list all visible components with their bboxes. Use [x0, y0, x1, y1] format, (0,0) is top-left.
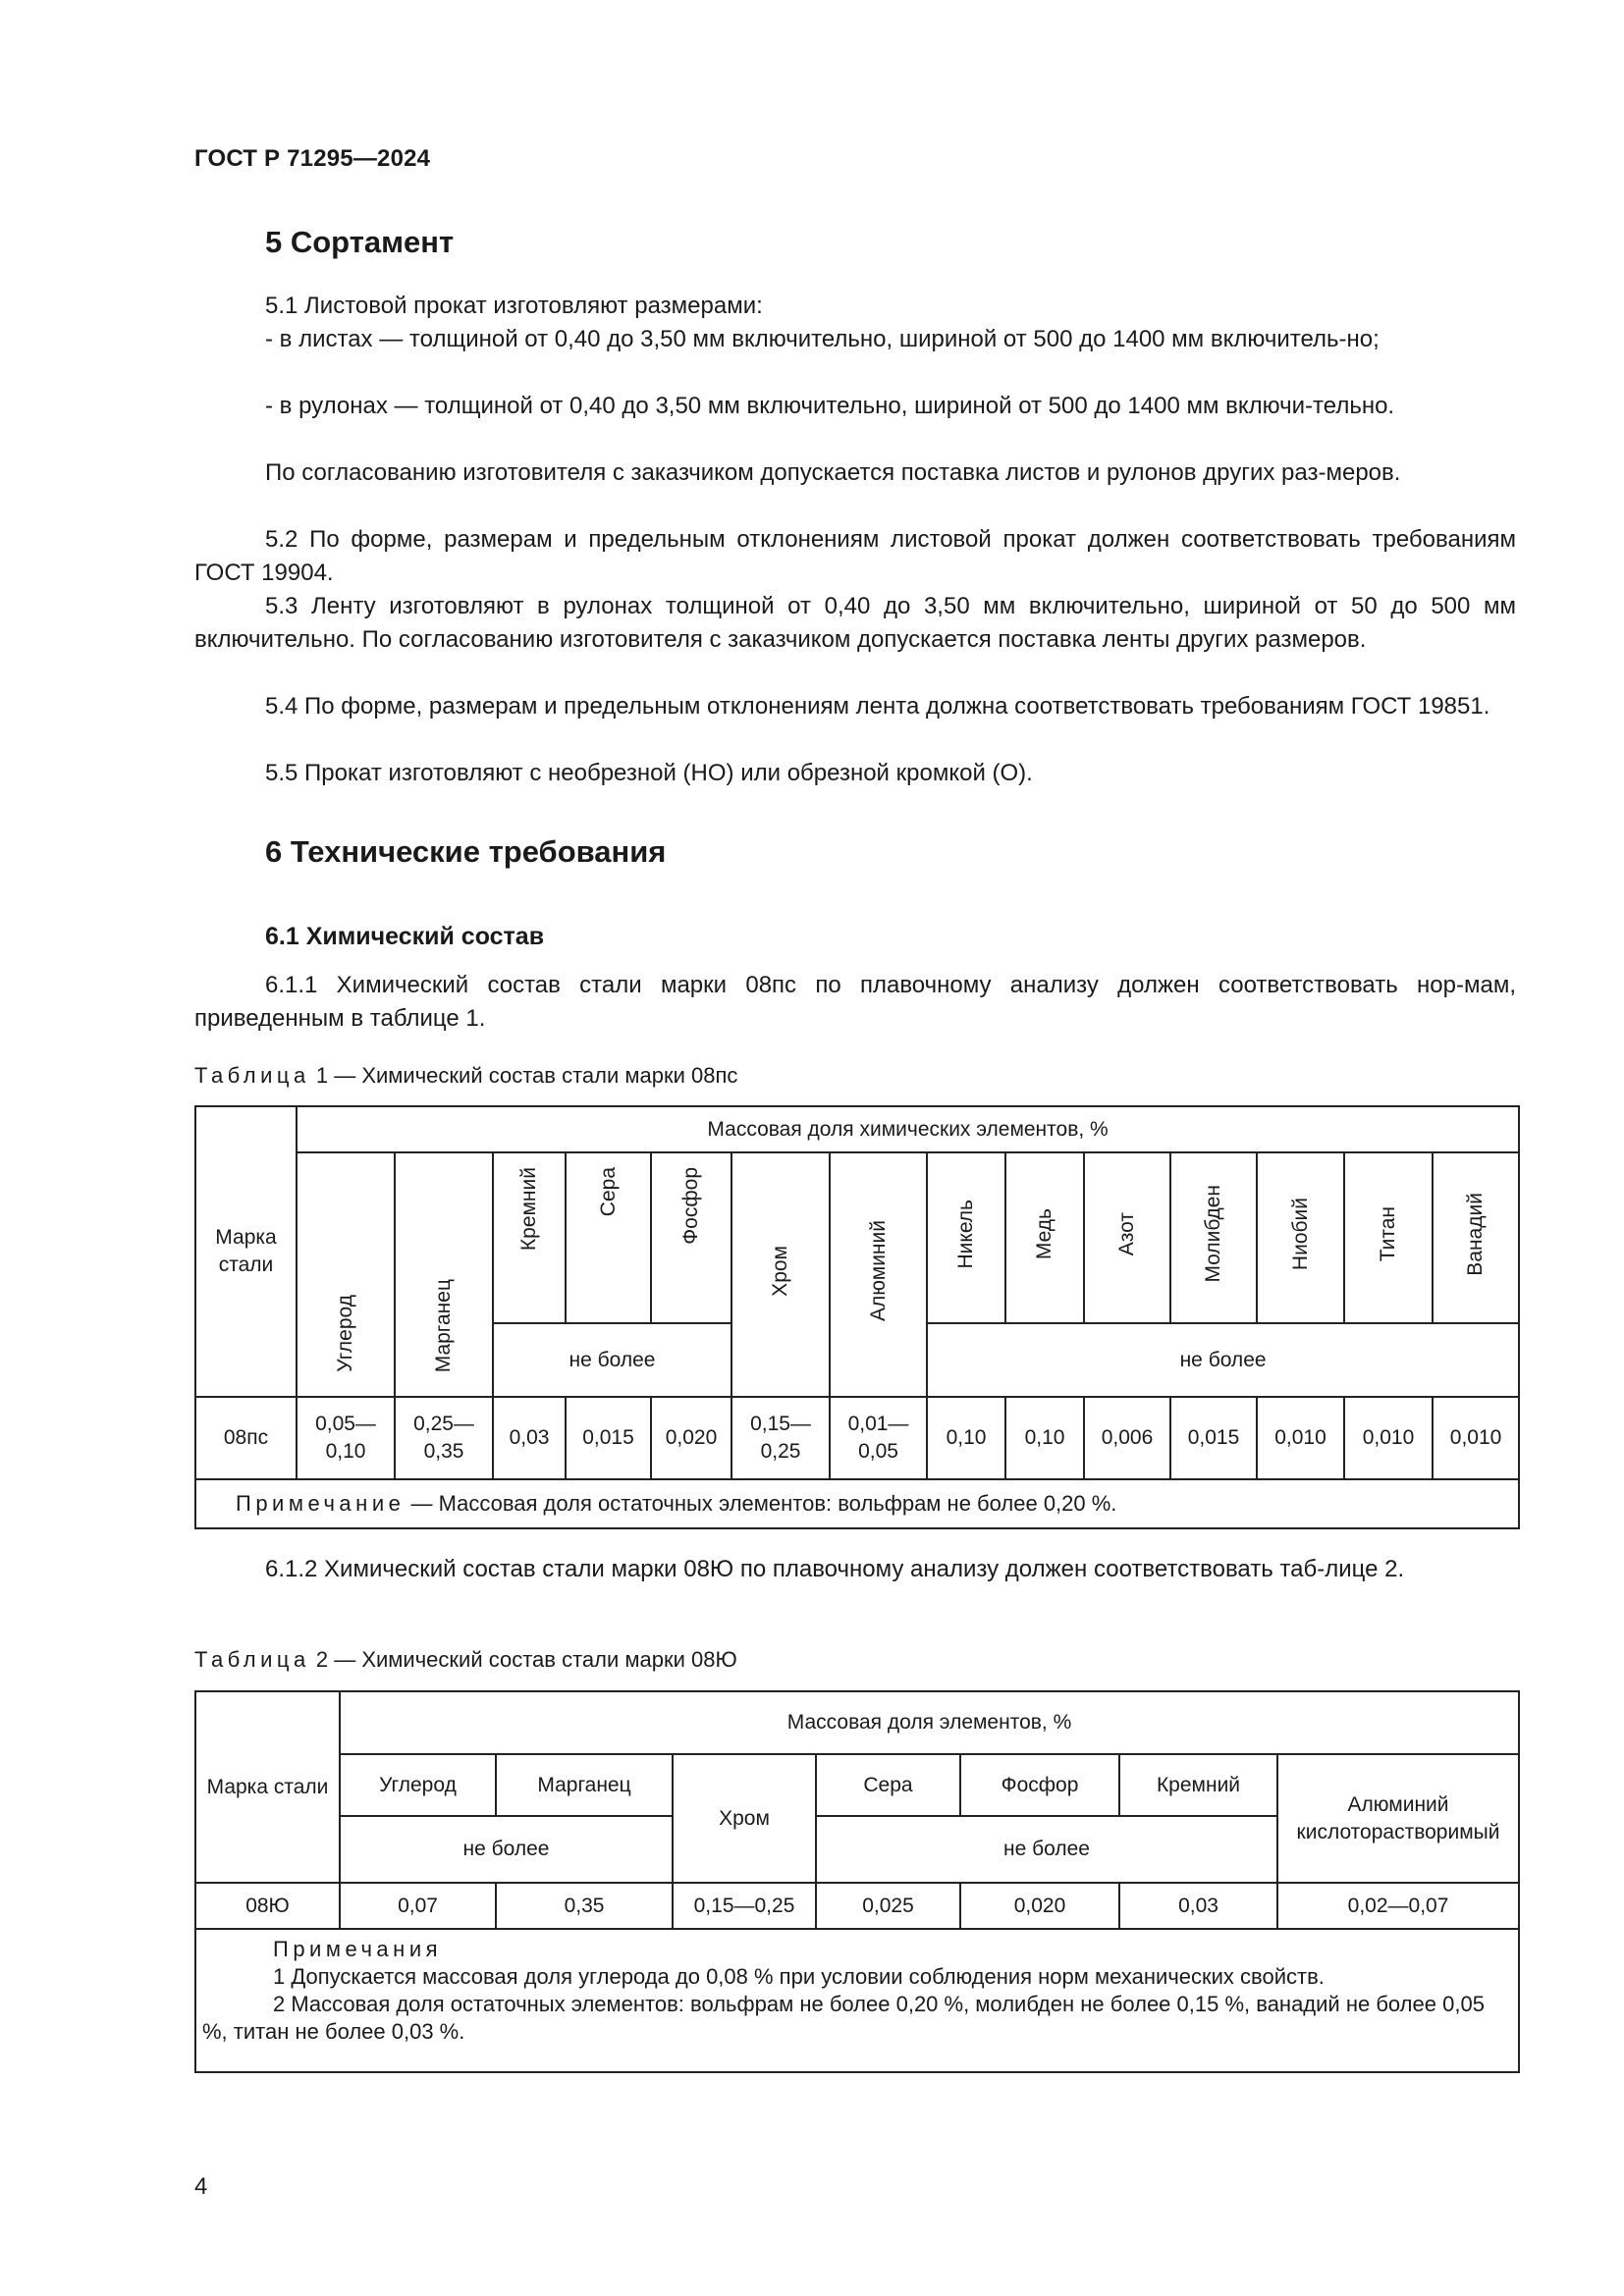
table-1-cell: 0,015	[1170, 1397, 1257, 1479]
table-1-col-niobium	[1257, 1152, 1344, 1323]
table-2-notes-title: Примечания	[273, 1937, 443, 1961]
table-2-nomore-a: не более	[340, 1816, 673, 1883]
table-1-cell: 0,010	[1344, 1397, 1433, 1479]
table-1-grade-header: Марка стали	[195, 1106, 297, 1397]
table-2-nomore-b: не более	[816, 1816, 1277, 1883]
table-2-col-carbon: Углерод	[340, 1754, 496, 1816]
table-1-col-nickel	[927, 1152, 1005, 1323]
table-2-cell: 0,03	[1119, 1883, 1277, 1929]
table-2-col-aluminium: Алюминий кислоторастворимый	[1277, 1754, 1519, 1883]
table-1-col-label: Кремний	[517, 1167, 540, 1252]
table-1-cell: 0,01—0,05	[830, 1397, 927, 1479]
table-1-cell: 0,020	[651, 1397, 731, 1479]
table-2-col-sulfur: Сера	[816, 1754, 960, 1816]
table-1-note-word: Примечание	[236, 1491, 406, 1516]
document-page	[194, 0, 1516, 2296]
table-2-col-manganese: Марганец	[496, 1754, 673, 1816]
table-2-grade-header: Марка стали	[195, 1691, 340, 1883]
table-1-col-vanadium	[1433, 1152, 1519, 1323]
paragraph-5-2: 5.2 По форме, размерам и предельным отклонениям листовой прокат должен соответствовать требованиям ГОСТ 19904.	[194, 526, 1516, 586]
table-1-cell: 0,03	[493, 1397, 566, 1479]
paragraph-5-1-sheets: - в листах — толщиной от 0,40 до 3,50 мм включительно, шириной от 500 до 1400 мм включитель-но;	[265, 326, 1380, 352]
table-1-col-nitrogen	[1084, 1152, 1170, 1323]
table-1-nomore-a: не более	[493, 1323, 731, 1397]
table-1-col-carbon	[297, 1152, 395, 1397]
table-1-col-titanium	[1344, 1152, 1433, 1323]
table-1-cell: 0,10	[1005, 1397, 1084, 1479]
table-1-caption-text: 1 — Химический состав стали марки 08пс	[309, 1063, 738, 1088]
table-1-col-label: Углерод	[334, 1295, 356, 1372]
table-1-col-label: Фосфор	[679, 1167, 702, 1245]
table-1-col-manganese	[395, 1152, 493, 1397]
table-1-col-label: Молибден	[1202, 1185, 1224, 1283]
table-2-group-header: Массовая доля элементов, %	[340, 1691, 1519, 1754]
table-1-col-label: Никель	[954, 1199, 977, 1269]
paragraph-5-4: 5.4 По форме, размерам и предельным отклонениям лента должна соответствовать требованиям ГОСТ 19851.	[265, 693, 1490, 720]
table-1-col-sulfur	[566, 1152, 651, 1323]
table-1-cell: 0,05—0,10	[297, 1397, 395, 1479]
page-number: 4	[194, 2173, 208, 2200]
table-1-cell: 0,006	[1084, 1397, 1170, 1479]
table-1-col-label: Ниобий	[1288, 1197, 1312, 1271]
table-2-cell-grade: 08Ю	[195, 1883, 340, 1929]
table-1-note	[195, 1479, 1519, 1528]
table-1-col-phosphorus	[651, 1152, 731, 1323]
table-1-cell: 0,015	[566, 1397, 651, 1479]
table-2-note-2: 2 Массовая доля остаточных элементов: вольфрам не более 0,20 %, молибден не более 0,15 %, ванадий не более 0,05 %, титан не более 0,03 %.	[202, 1992, 1485, 2044]
table-2-cell: 0,07	[340, 1883, 496, 1929]
table-2-col-silicon: Кремний	[1119, 1754, 1277, 1816]
table-1-col-silicon	[493, 1152, 566, 1323]
table-1-cell: 0,15—0,25	[731, 1397, 830, 1479]
table-1-col-label: Алюминий	[866, 1219, 890, 1321]
table-1-col-aluminium	[830, 1152, 927, 1397]
table-1-cell: 0,25—0,35	[395, 1397, 493, 1479]
section-6-title: 6 Технические требования	[265, 834, 667, 869]
table-2-col-phosphorus: Фосфор	[960, 1754, 1119, 1816]
table-1-col-label: Сера	[596, 1167, 620, 1217]
table-1-col-label: Ванадий	[1464, 1192, 1488, 1276]
table-1-cell: 0,10	[927, 1397, 1005, 1479]
paragraph-5-5: 5.5 Прокат изготовляют с необрезной (НО) или обрезной кромкой (О).	[265, 760, 1033, 786]
table-1-group-header: Массовая доля химических элементов, %	[297, 1106, 1519, 1152]
section-5-title: 5 Сортамент	[265, 225, 455, 259]
paragraph-5-1-agreement: По согласованию изготовителя с заказчиком допускается поставка листов и рулонов других раз-меров.	[265, 459, 1401, 486]
table-2-notes	[195, 1929, 1519, 2072]
table-1-col-label: Хром	[769, 1245, 791, 1297]
table-2-caption-word: Таблица	[194, 1647, 310, 1672]
table-2-cell: 0,15—0,25	[673, 1883, 816, 1929]
paragraph-5-3: 5.3 Ленту изготовляют в рулонах толщиной от 0,40 до 3,50 мм включительно, шириной от 50 до 500 мм включительно. По согласованию изготовителя с заказчиком допускается поставка ленты других размеров.	[194, 593, 1516, 653]
table-1-row	[195, 1397, 1519, 1479]
paragraph-6-1-2: 6.1.2 Химический состав стали марки 08Ю по плавочному анализу должен соответствовать таб-лице 2.	[265, 1556, 1405, 1582]
table-2-cell: 0,020	[960, 1883, 1119, 1929]
table-2-caption-text: 2 — Химический состав стали марки 08Ю	[309, 1647, 737, 1672]
table-1	[194, 1105, 1520, 1529]
paragraph-5-1: 5.1 Листовой прокат изготовляют размерами:	[265, 293, 763, 319]
table-2-cell: 0,025	[816, 1883, 960, 1929]
table-1-nomore-b: не более	[927, 1323, 1519, 1397]
table-1-col-copper	[1005, 1152, 1084, 1323]
table-1-col-chromium	[731, 1152, 830, 1397]
table-1-cell: 0,010	[1433, 1397, 1519, 1479]
subsection-6-1-title: 6.1 Химический состав	[265, 923, 545, 950]
table-2	[194, 1690, 1520, 2073]
table-1-cell: 0,010	[1257, 1397, 1344, 1479]
table-1-col-label: Марганец	[432, 1278, 455, 1372]
paragraph-6-1-1: 6.1.1 Химический состав стали марки 08пс по плавочному анализу должен соответствовать нор-мам, приведенным в таблице 1.	[194, 972, 1516, 1032]
table-2-cell: 0,02—0,07	[1277, 1883, 1519, 1929]
table-2-caption	[194, 1647, 737, 1673]
table-1-col-molybdenum	[1170, 1152, 1257, 1323]
table-1-col-label: Медь	[1033, 1207, 1056, 1260]
table-2-note-1: 1 Допускается массовая доля углерода до 0,08 % при условии соблюдения норм механических свойств.	[273, 1964, 1325, 1989]
table-1-caption-word: Таблица	[194, 1063, 310, 1088]
table-1-cell-grade: 08пс	[195, 1397, 297, 1479]
table-1-col-label: Титан	[1377, 1205, 1399, 1262]
table-2-col-chromium: Хром	[673, 1754, 816, 1883]
table-1-col-label: Азот	[1115, 1211, 1138, 1256]
table-1-caption	[194, 1063, 737, 1089]
table-1-note-text: — Массовая доля остаточных элементов: вольфрам не более 0,20 %.	[405, 1491, 1117, 1516]
paragraph-5-1-rolls: - в рулонах — толщиной от 0,40 до 3,50 мм включительно, шириной от 500 до 1400 мм включи-тельно.	[265, 393, 1395, 419]
document-header: ГОСТ Р 71295—2024	[194, 145, 431, 172]
table-2-cell: 0,35	[496, 1883, 673, 1929]
table-2-row	[195, 1883, 1519, 1929]
